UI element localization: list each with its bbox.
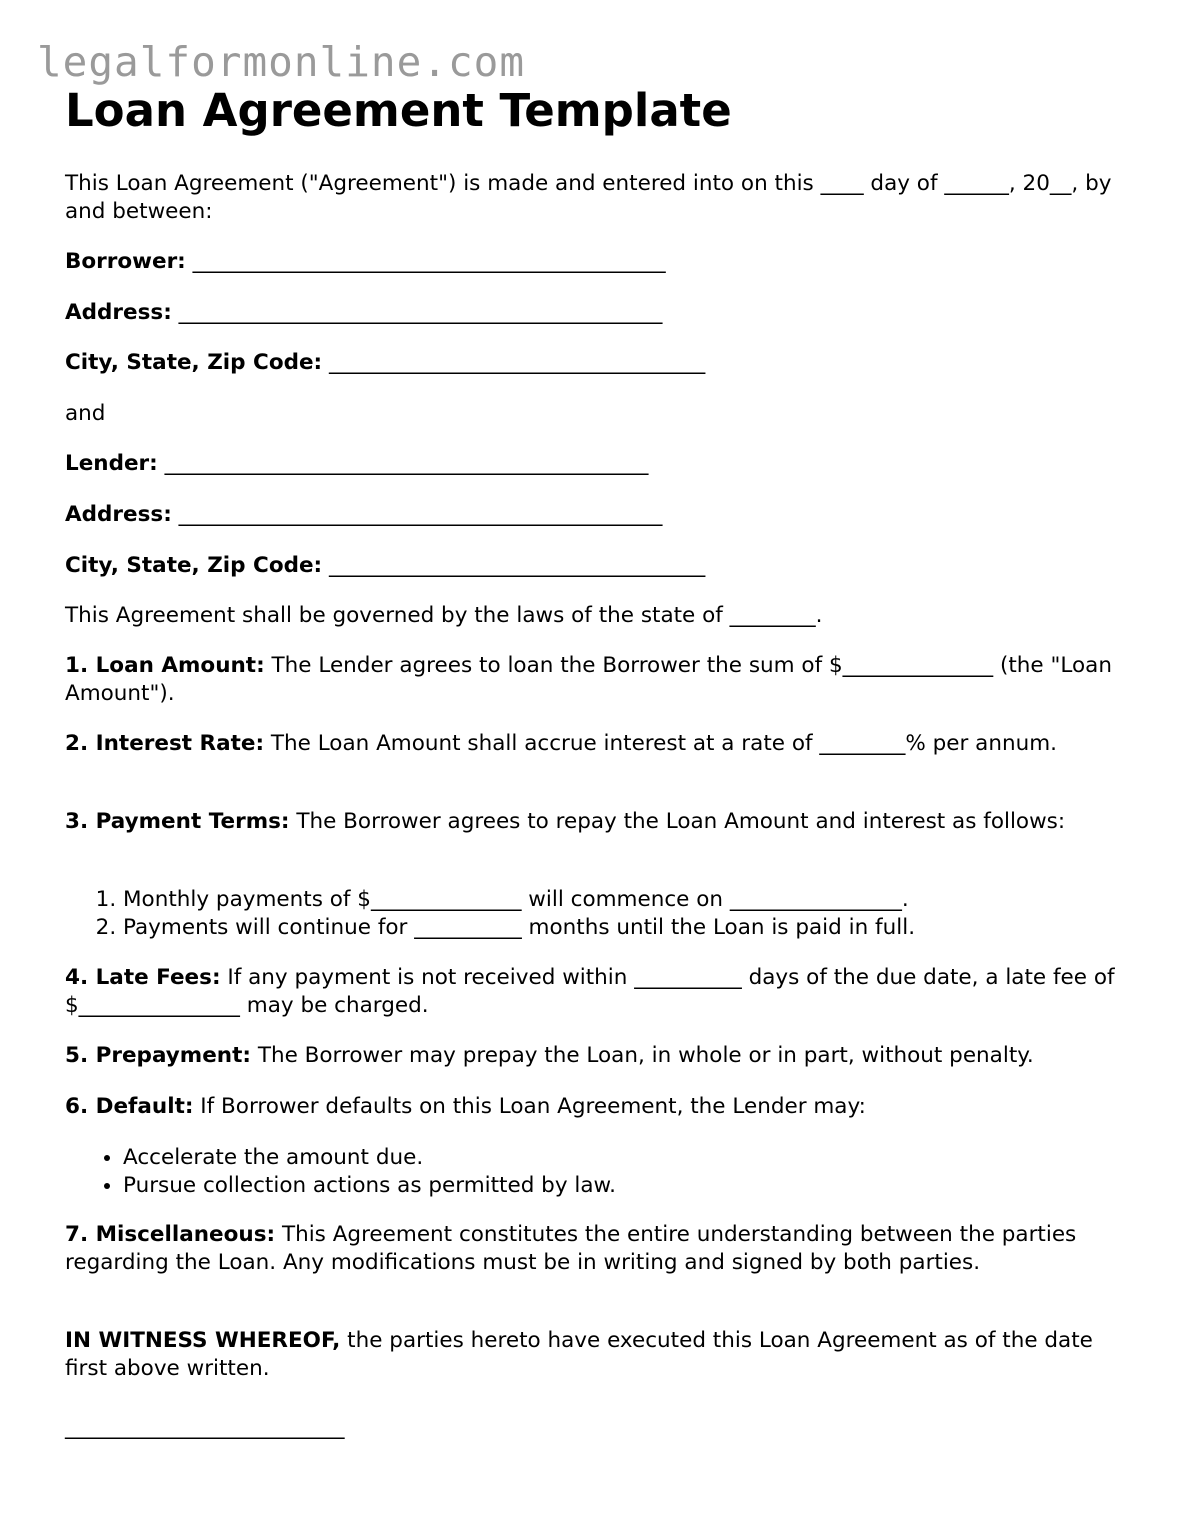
default-remedies-list: [65, 1144, 1123, 1199]
section-miscellaneous: [65, 1221, 1125, 1276]
section-heading: 3. Payment Terms:: [65, 809, 290, 834]
signature-line[interactable]: __________________________: [65, 1415, 345, 1440]
watermark: legalformonline.com: [37, 38, 525, 86]
lender-label: Lender:: [65, 451, 158, 476]
lender-name-line[interactable]: _____________________________________________: [164, 451, 649, 476]
section-loan-amount: [65, 652, 1125, 707]
witness-text: the parties hereto have executed this Loan Agreement as of the date first above written.: [65, 1328, 1093, 1381]
section-text: The Borrower may prepay the Loan, in whole or in part, without penalty.: [250, 1043, 1034, 1068]
section-heading: 7. Miscellaneous:: [65, 1222, 276, 1247]
section-heading: 4. Late Fees:: [65, 965, 221, 990]
section-heading: 2. Interest Rate:: [65, 731, 265, 756]
borrower-address-line[interactable]: _____________________________________________: [178, 300, 663, 325]
borrower-name-row: [65, 248, 1125, 276]
lender-address-label: Address:: [65, 502, 172, 527]
list-item: 2. Payments will continue for __________ months until the Loan is paid in full.: [123, 914, 1123, 942]
witness-paragraph: [65, 1327, 1125, 1382]
borrower-city-row: [65, 349, 1125, 377]
intro-paragraph: This Loan Agreement ("Agreement") is made and entered into on this ____ day of ______, 20__, by and between:: [65, 171, 1112, 224]
borrower-name-line[interactable]: ____________________________________________: [192, 249, 666, 274]
borrower-address-row: [65, 299, 1125, 327]
section-payment-terms: [65, 808, 1125, 836]
lender-city-line[interactable]: ___________________________________: [329, 553, 706, 578]
section-default: [65, 1093, 1125, 1121]
governing-law-paragraph: This Agreement shall be governed by the laws of the state of ________.: [65, 603, 823, 628]
section-text: If Borrower defaults on this Loan Agreement, the Lender may:: [193, 1094, 866, 1119]
lender-city-label: City, State, Zip Code:: [65, 553, 323, 578]
section-late-fees: [65, 964, 1125, 1019]
section-text: This Agreement constitutes the entire understanding between the parties regarding the Loan. Any modifications must be in writing and signed by both parties.: [65, 1222, 1077, 1275]
list-item: 1. Monthly payments of $______________ will commence on ________________.: [123, 886, 1123, 914]
section-text: The Lender agrees to loan the Borrower the sum of $______________ (the "Loan Amount").: [65, 653, 1112, 706]
borrower-address-label: Address:: [65, 300, 172, 325]
witness-heading: IN WITNESS WHEREOF,: [65, 1328, 341, 1353]
lender-address-row: [65, 501, 1125, 529]
page-title: Loan Agreement Template: [65, 84, 732, 137]
borrower-city-line[interactable]: ___________________________________: [329, 350, 706, 375]
payment-terms-list: [65, 886, 1123, 941]
borrower-city-label: City, State, Zip Code:: [65, 350, 323, 375]
lender-address-line[interactable]: _____________________________________________: [178, 502, 663, 527]
section-text: If any payment is not received within __________ days of the due date, a late fee of $_______________ may be charged.: [65, 965, 1115, 1018]
section-prepayment: [65, 1042, 1125, 1070]
lender-name-row: [65, 450, 1125, 478]
section-heading: 6. Default:: [65, 1094, 194, 1119]
section-text: The Borrower agrees to repay the Loan Amount and interest as follows:: [289, 809, 1066, 834]
section-text: The Loan Amount shall accrue interest at a rate of ________% per annum.: [264, 731, 1058, 756]
and-text: and: [65, 401, 106, 426]
section-heading: 1. Loan Amount:: [65, 653, 265, 678]
section-heading: 5. Prepayment:: [65, 1043, 251, 1068]
borrower-label: Borrower:: [65, 249, 186, 274]
lender-city-row: [65, 552, 1125, 580]
list-item: • Accelerate the amount due.: [123, 1144, 1123, 1172]
section-interest-rate: [65, 730, 1125, 758]
list-item: • Pursue collection actions as permitted by law.: [123, 1172, 1123, 1200]
